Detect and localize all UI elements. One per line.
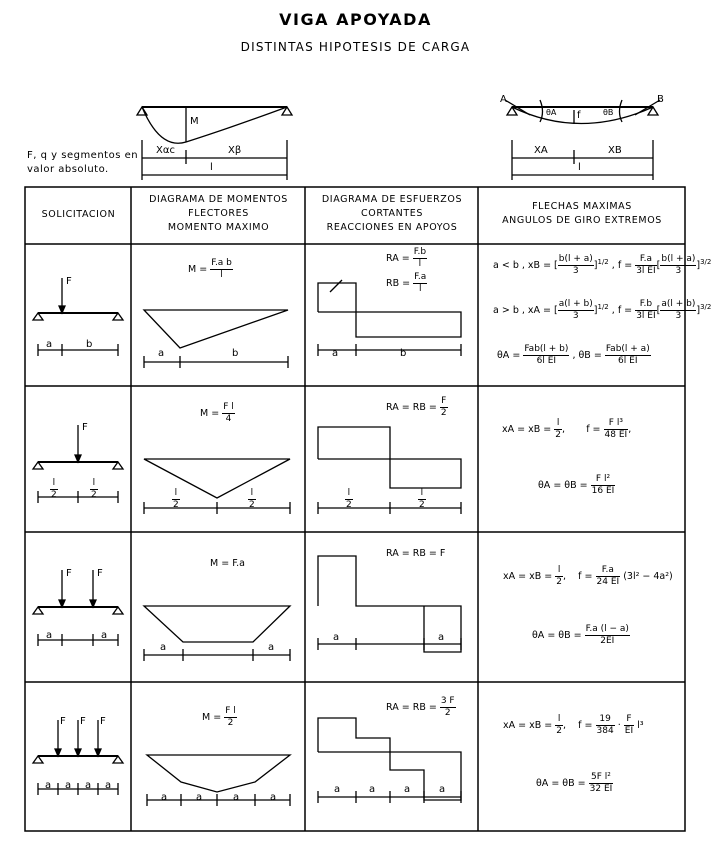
row3-moment-diagram [144,606,290,642]
row1-force-label: F [66,276,72,287]
row2-force-label: F [82,422,88,433]
row3-shear-seg-a: a [333,632,340,643]
row1-moment-diagram [144,310,288,348]
row4-shear-seg-2: a [369,784,376,795]
row2-seg-a: $\frac{l}{2}$ [51,478,57,500]
row1-seg-b: b [86,339,93,350]
row2-seg-b: $\frac{l}{2}$ [91,478,97,500]
col-header-flechas: FLECHAS MAXIMAS ANGULOS DE GIRO EXTREMOS [502,201,662,226]
row1-rotation-angles: θA = $\frac{\text{Fab(l + b)}}{\text{6l EI}}$ , θB = $\frac{\text{Fab(l + a)}}{\text{6l EI}}$ [497,344,650,366]
top-right-x-left: XA [534,145,548,156]
row2-shear-seg-a: $\frac{l}{2}$ [346,488,352,510]
row4-force3-label: F [100,716,106,727]
row1-seg-a: a [46,339,53,350]
row1-deflection-line1: a < b , xB = [ $\frac{b(l + a)}{3}$ ]$^{1/2}$ , f = $\frac{F.a}{\text{3l EI}}$ [ $\frac{b(l + a)}{3}$ ]$^{3/2}$ [493,254,711,276]
row3-moment-seg-b: a [268,642,275,653]
row2-moment-formula: M = $\frac{\text{F l}}{4}$ [200,402,234,424]
row4-force2-label: F [80,716,86,727]
row1-reaction-b: RB = $\frac{F.a}{l}$ [386,272,427,294]
row3-seg-b: a [101,630,108,641]
row1-shear-seg-b: b [400,348,407,359]
row1-deflection-line2: a > b , xA = [ $\frac{a(l + b)}{3}$ ]$^{1/2}$ , f = $\frac{F.b}{\text{3l EI}}$ [ $\frac{a(l + b)}{3}$ ]$^{3/2}$ [493,299,711,321]
top-right-x-right: XB [608,145,622,156]
top-right-end-b: B [657,94,664,105]
row2-rotation-angles: θA = θB = $\frac{\text{F l²}}{16 EI}$ [538,474,615,496]
top-left-x-right: Xβ [228,145,242,156]
row2-moment-seg-a: $\frac{l}{2}$ [173,488,179,510]
row3-reactions: RA = RB = F [386,548,446,559]
top-right-deflection: f [577,110,581,121]
note-line2: valor absoluto. [27,164,109,175]
note-line1: F, q y segmentos en [27,150,139,161]
row1-shear-seg-a: a [332,348,339,359]
top-right-deflection-curve [512,107,653,124]
row3-force1-label: F [66,568,72,579]
row4-shear-seg-1: a [334,784,341,795]
top-right-length: l [578,162,581,173]
top-right-end-a: A [500,94,507,105]
top-left-x-left: Xαc [156,145,175,156]
row3-shear-seg-b: a [438,632,445,643]
row2-shear-seg-b: $\frac{l}{2}$ [419,488,425,510]
row4-shear-seg-4: a [439,784,446,795]
row3-seg-a: a [46,630,53,641]
top-left-length: l [210,162,213,173]
row3-rotation-angles: θA = θB = $\frac{F.a (l - a)}{2EI}$ [532,624,629,646]
col-header-momentos: DIAGRAMA DE MOMENTOS FLECTORES MOMENTO MAXIMO [149,194,288,233]
row1-reaction-a: RA = $\frac{F.b}{l}$ [386,247,427,269]
row4-moment-seg-4: a [270,792,277,803]
row2-moment-diagram [144,459,290,498]
row2-shear-diagram [318,427,461,488]
row4-moment-formula: M = $\frac{\text{F l}}{2}$ [202,706,236,728]
row4-seg-3: a [85,780,92,791]
col-header-cortantes: DIAGRAMA DE ESFUERZOS CORTANTES REACCIONES EN APOYOS [321,194,463,233]
row4-rotation-angles: θA = θB = $\frac{\text{5F l²}}{32 EI}$ [536,772,613,794]
row1-moment-seg-b: b [232,348,239,359]
page-title: VIGA APOYADA [279,10,432,29]
top-left-moment-curve [142,107,287,143]
row2-reactions: RA = RB = $\frac{F}{2}$ [386,396,447,418]
top-left-support-a [137,107,147,115]
row3-moment-formula: M = F.a [210,558,245,569]
top-right-theta-a: θA [546,108,557,117]
row4-reactions: RA = RB = $\frac{3 F}{2}$ [386,696,455,718]
row3-force2-label: F [97,568,103,579]
row2-moment-seg-b: $\frac{l}{2}$ [249,488,255,510]
top-right-theta-b: θB [603,108,614,117]
top-left-moment-label: M [190,116,199,127]
row4-seg-2: a [65,780,72,791]
row1-moment-formula: M = $\frac{\text{F.a b}}{l}$ [188,258,232,280]
page-subtitle: DISTINTAS HIPOTESIS DE CARGA [240,40,471,54]
row4-moment-seg-2: a [196,792,203,803]
row4-force1-label: F [60,716,66,727]
row4-deflection: xA = xB = $\frac{l}{2}$ , f = $\frac{19}{384}$ · $\frac{F}{EI}$ l³ [503,714,644,736]
row2-deflection: xA = xB = $\frac{l}{2}$ , f = $\frac{\text{F l³}}{48 EI}$ , [502,418,632,440]
row4-seg-1: a [45,780,52,791]
row4-seg-4: a [105,780,112,791]
row3-moment-seg-a: a [160,642,167,653]
row1-moment-seg-a: a [158,348,165,359]
row4-shear-seg-3: a [404,784,411,795]
row3-deflection: xA = xB = $\frac{l}{2}$ , f = $\frac{F.a}{24 EI}$ (3l² − 4a²) [503,565,673,587]
row4-moment-seg-3: a [233,792,240,803]
row4-moment-seg-1: a [161,792,168,803]
row4-moment-diagram [147,755,290,792]
col-header-solicitacion: SOLICITACION [41,209,116,220]
